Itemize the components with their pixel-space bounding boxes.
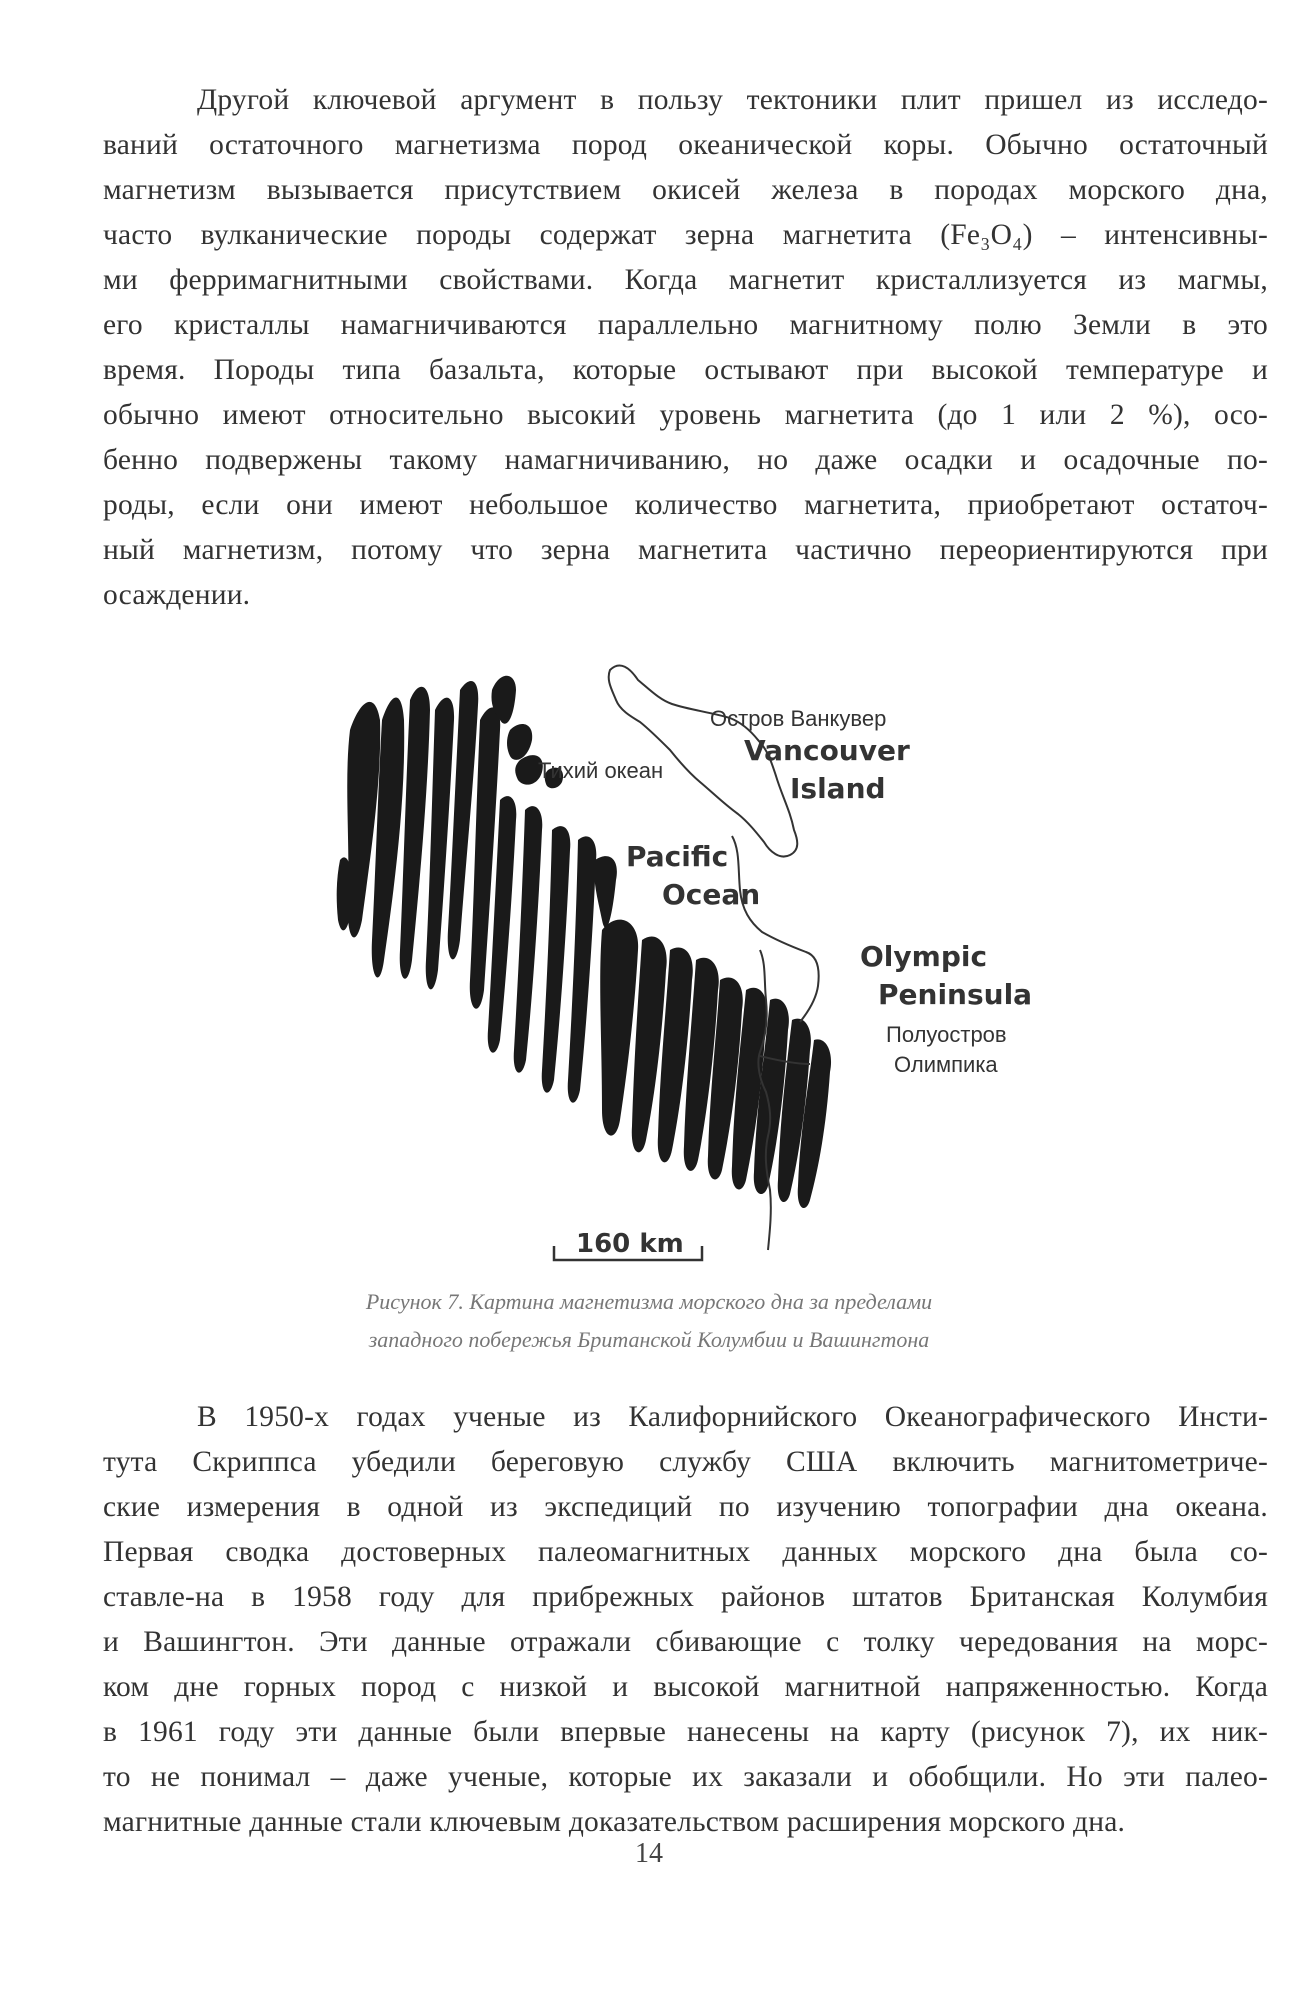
text-line: время. Породы типа базальта, которые остывают при высокой температуре и (103, 354, 1268, 386)
label-island-en-1: Vancouver (744, 734, 910, 767)
text-line: часто вулканические породы содержат зерна магнетита (Fe₃O₄) – интенсивны- (103, 219, 1268, 251)
label-olympic-ru-2: Олимпика (894, 1052, 998, 1077)
text-line: бенно подвержены такому намагничиванию, но даже осадки и осадочные по- (103, 444, 1268, 476)
label-island-en-2: Island (790, 772, 886, 805)
text-line: ми ферримагнитными свойствами. Когда магнетит кристаллизуется из магмы, (103, 264, 1268, 296)
label-olympic-en-2: Peninsula (878, 978, 1033, 1011)
scale-label: 160 km (576, 1229, 684, 1259)
text-line: ваний остаточного магнетизма пород океанической коры. Обычно остаточный (103, 129, 1268, 161)
text-line: магнетизм вызывается присутствием окисей железа в породах морского дна, (103, 174, 1268, 206)
text-line: ставле-на в 1958 году для прибрежных районов штатов Британская Колумбия (103, 1581, 1268, 1613)
label-island-ru: Остров Ванкувер (710, 706, 887, 731)
text-line: в 1961 году эти данные были впервые нанесены на карту (рисунок 7), их ник- (103, 1716, 1268, 1748)
text-line: Первая сводка достоверных палеомагнитных данных морского дна была со- (103, 1536, 1268, 1568)
page-number: 14 (635, 1838, 663, 1869)
magnetic-map-figure (320, 660, 1040, 1280)
paragraph-1 (103, 78, 1268, 618)
text-line: ный магнетизм, потому что зерна магнетита частично переориентируются при (103, 534, 1268, 566)
label-olympic-ru-1: Полуостров (886, 1022, 1007, 1047)
label-olympic-en-1: Olympic (860, 940, 988, 973)
text-line: ком дне горных пород с низкой и высокой магнитной напряженностью. Когда (103, 1671, 1268, 1703)
label-ocean-en-1: Pacific (626, 840, 729, 873)
figure-caption-line-1: Рисунок 7. Картина магнетизма морского дна за пределами (365, 1289, 933, 1314)
text-line: В 1950-х годах ученые из Калифорнийского Океанографического Инсти- (197, 1401, 1268, 1433)
label-ocean-en-2: Ocean (662, 878, 761, 911)
text-line: магнитные данные стали ключевым доказательством расширения морского дна. (103, 1806, 1126, 1838)
text-line: и Вашингтон. Эти данные отражали сбивающие с толку чередования на морс- (103, 1626, 1268, 1658)
text-line: его кристаллы намагничиваются параллельно магнитному полю Земли в это (103, 309, 1268, 341)
text-line: Другой ключевой аргумент в пользу тектоники плит пришел из исследо- (197, 84, 1268, 116)
paragraph-2 (103, 1395, 1268, 1845)
label-ocean-ru: Тихий океан (538, 758, 664, 783)
text-line: обычно имеют относительно высокий уровень магнетита (до 1 или 2 %), осо- (103, 399, 1268, 431)
text-line: роды, если они имеют небольшое количество магнетита, приобретают остаточ- (103, 489, 1268, 521)
figure-caption-line-2: западного побережья Британской Колумбии и Вашингтона (368, 1327, 930, 1352)
text-line: ские измерения в одной из экспедиций по изучению топографии дна океана. (103, 1491, 1268, 1523)
text-line: осаждении. (103, 579, 251, 611)
text-line: тута Скриппса убедили береговую службу США включить магнитометриче- (103, 1446, 1268, 1478)
text-line: то не понимал – даже ученые, которые их заказали и обобщили. Но эти палео- (103, 1761, 1268, 1793)
